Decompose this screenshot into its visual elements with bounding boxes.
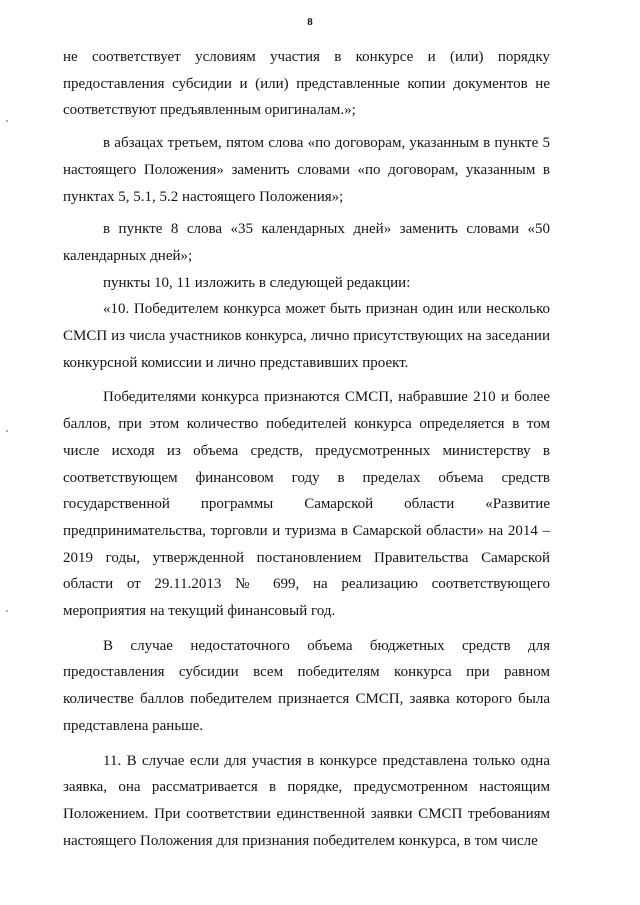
- paragraph-insufficient-funds: В случае недостаточного объема бюджетных средств для предоставления субсидии всем победителям конкурса при равном количестве баллов победителем признается СМСП, заявка которого была представлена раньше.: [63, 637, 550, 734]
- paragraph-amendment-abzacy: в абзацах третьем, пятом слова «по договорам, указанным в пункте 5 настоящего Положения» заменить словами «по договорам, указанным в пунктах 5, 5.1, 5.2 настоящего Положения»;: [63, 135, 550, 205]
- paragraph-winners: Победителями конкурса признаются СМСП, набравшие 210 и более баллов, при этом количество победителей конкурса определяется в том числе исходя из объема средств, предусмотренных министерству в соответствующем финансовом году в пределах объема средств государственной программы Самарской области «Развитие предпринимательства, торговли и туризма в Самарской области» на 2014 – 2019 годы, утвержденной постановлением Правительства Самарской области от 29.11.2013 № 699, на реализацию соответствующего мероприятия на текущий финансовый год.: [63, 389, 550, 620]
- paragraph-point-11: 11. В случае если для участия в конкурсе представлена только одна заявка, она рассматривается в порядке, предусмотренном настоящим Положением. При соответствии единственной заявки СМСП требованиям настоящего Положения для признания победителем конкурса, в том числе: [63, 752, 550, 849]
- margin-mark: [6, 430, 8, 432]
- paragraph-continuation: не соответствует условиям участия в конкурсе и (или) порядку предоставления субсидии и (или) представленные копии документов не соответствуют предъявленным оригиналам.»;: [63, 49, 550, 119]
- paragraph-amendment-punkt-8: в пункте 8 слова «35 календарных дней» заменить словами «50 календарных дней»;: [63, 221, 550, 264]
- document-body: [63, 44, 550, 854]
- paragraph-point-10: «10. Победителем конкурса может быть признан один или несколько СМСП из числа участников конкурса, лично присутствующих на заседании конкурсной комиссии и лично представивших проект.: [63, 301, 550, 371]
- page-number: 8: [307, 16, 313, 28]
- paragraph-amendment-punkty-10-11: пункты 10, 11 изложить в следующей редакции:: [103, 274, 411, 291]
- margin-mark: [6, 120, 8, 122]
- margin-mark: [6, 610, 8, 612]
